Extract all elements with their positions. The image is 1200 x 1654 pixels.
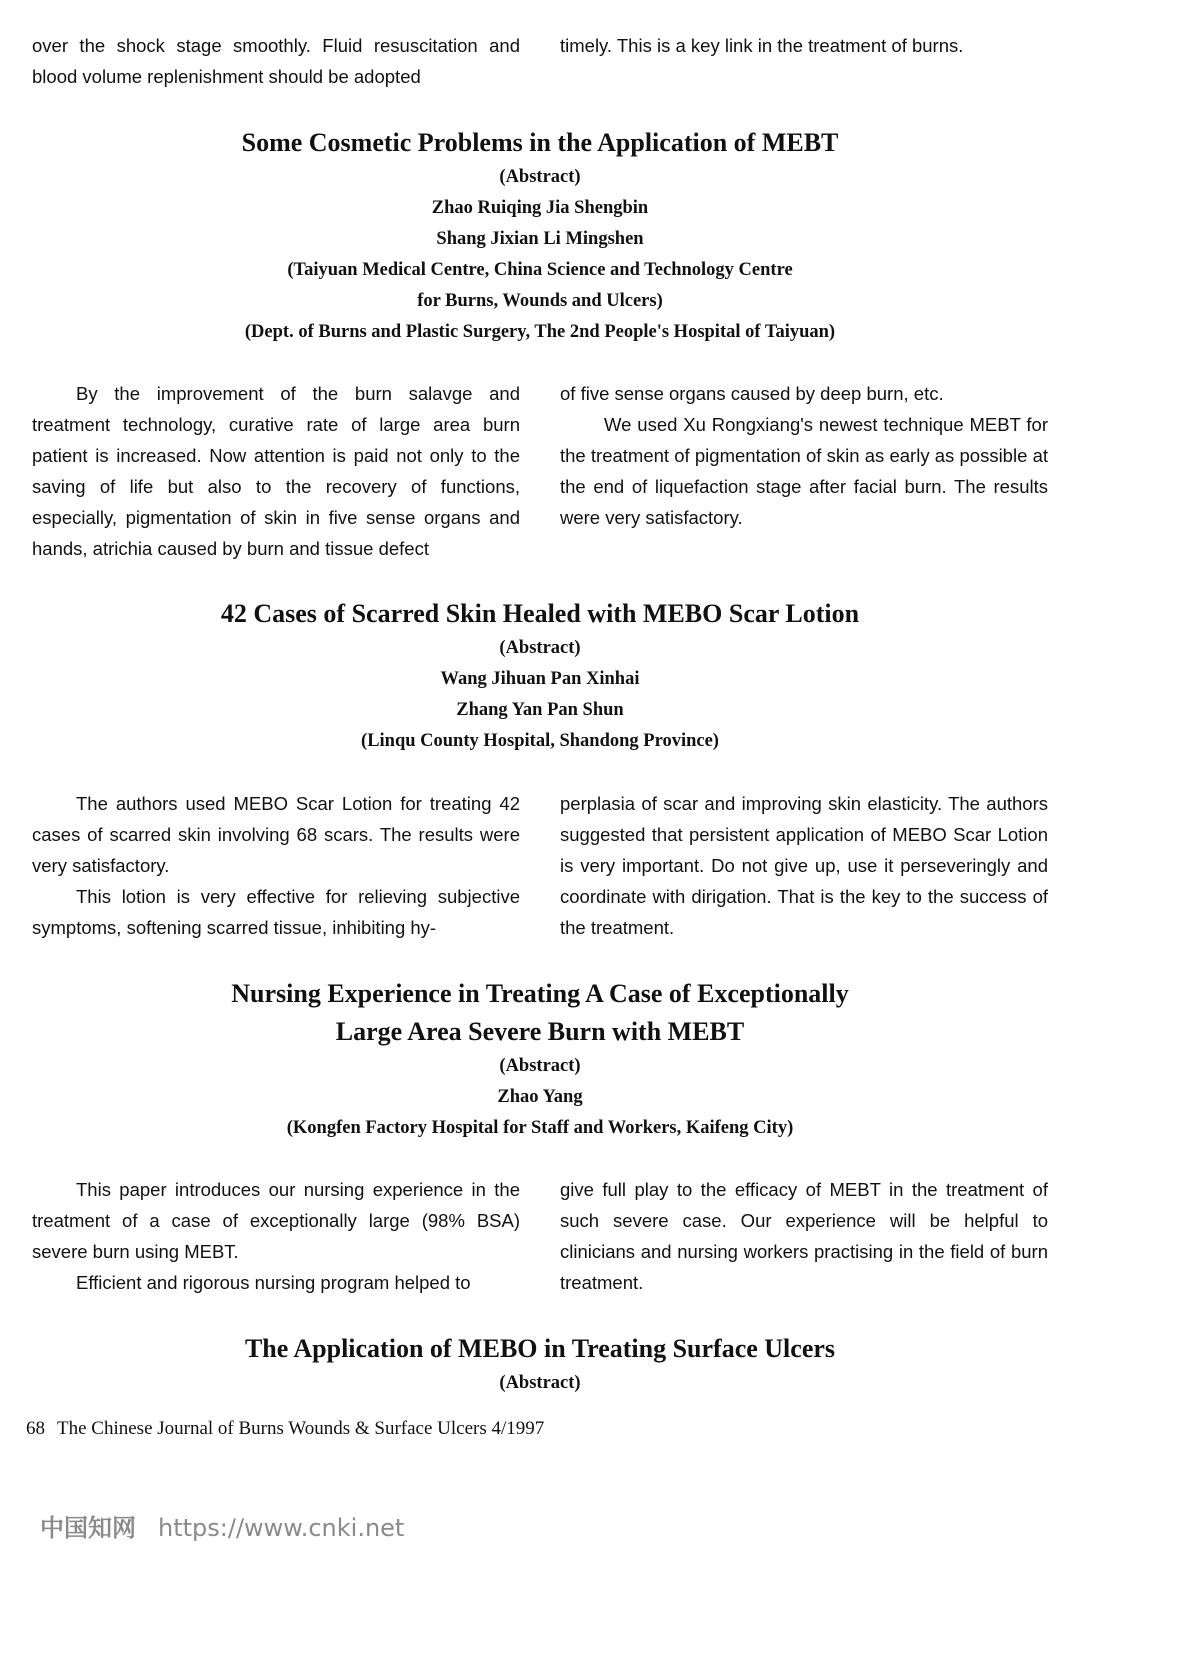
article-body bbox=[32, 1174, 1048, 1298]
affiliation: (Dept. of Burns and Plastic Surgery, The 2nd People's Hospital of Taiyuan) bbox=[244, 322, 836, 342]
paragraph: Efficient and rigorous nursing program helped to bbox=[76, 1272, 471, 1293]
left-column bbox=[32, 378, 520, 564]
abstract-label: (Abstract) bbox=[499, 1373, 581, 1393]
paragraph: The authors used MEBO Scar Lotion for treating 42 cases of scarred skin involving 68 scars. The results were very satisfactory. bbox=[32, 793, 520, 876]
left-column bbox=[32, 788, 520, 943]
continued-text bbox=[32, 30, 1048, 92]
paragraph: We used Xu Rongxiang's newest technique MEBT for the treatment of pigmentation of skin as early as possible at the end of liquefaction stage after facial burn. The results were very satisfactory. bbox=[560, 414, 1048, 528]
watermark-url: https://www.cnki.net bbox=[158, 1514, 405, 1542]
article-header bbox=[0, 124, 1080, 348]
right-column bbox=[560, 788, 1048, 943]
abstract-label: (Abstract) bbox=[499, 167, 581, 187]
affiliation: (Taiyuan Medical Centre, China Science and Technology Centre bbox=[287, 260, 793, 280]
article-title: Some Cosmetic Problems in the Application of MEBT bbox=[241, 128, 839, 157]
article-header bbox=[0, 1330, 1080, 1399]
paragraph: This lotion is very effective for relieving subjective symptoms, softening scarred tissue, inhibiting hy- bbox=[32, 886, 520, 938]
journal-citation: The Chinese Journal of Burns Wounds & Surface Ulcers 4/1997 bbox=[57, 1418, 545, 1439]
affiliation: for Burns, Wounds and Ulcers) bbox=[417, 291, 663, 311]
article-body bbox=[32, 378, 1048, 564]
article-title: Nursing Experience in Treating A Case of Exceptionally bbox=[231, 979, 849, 1008]
page-footer bbox=[26, 1418, 544, 1440]
authors: Zhang Yan Pan Shun bbox=[456, 700, 624, 720]
article-header bbox=[0, 595, 1080, 757]
page-number: 68 bbox=[26, 1418, 45, 1439]
abstract-label: (Abstract) bbox=[499, 1056, 581, 1076]
watermark-logo-text: 中国知网 bbox=[40, 1514, 136, 1542]
article-title-line2: Large Area Severe Burn with MEBT bbox=[335, 1017, 745, 1046]
article-title: 42 Cases of Scarred Skin Healed with MEBO Scar Lotion bbox=[220, 599, 860, 628]
authors: Wang Jihuan Pan Xinhai bbox=[440, 669, 640, 689]
paragraph: By the improvement of the burn salavge and treatment technology, curative rate of large area burn patient is increased. Now attention is paid not only to the saving of life but also to the recovery of functions, especially, pigmentation of skin in five sense organs and hands, atrichia caused by burn and tissue defect bbox=[32, 383, 520, 559]
paragraph: timely. This is a key link in the treatment of burns. bbox=[560, 35, 964, 56]
abstract-label: (Abstract) bbox=[499, 638, 581, 658]
paragraph: over the shock stage smoothly. Fluid resuscitation and blood volume replenishment should be adopted bbox=[32, 35, 520, 87]
paragraph: This paper introduces our nursing experience in the treatment of a case of exceptionally large (98% BSA) severe burn using MEBT. bbox=[32, 1179, 520, 1262]
authors: Zhao Ruiqing Jia Shengbin bbox=[431, 198, 649, 218]
article-header bbox=[0, 975, 1080, 1144]
right-column bbox=[560, 30, 1048, 92]
watermark bbox=[40, 1508, 404, 1543]
authors: Zhao Yang bbox=[497, 1087, 583, 1107]
paragraph: of five sense organs caused by deep burn, etc. bbox=[560, 383, 944, 404]
paragraph: perplasia of scar and improving skin elasticity. The authors suggested that persistent application of MEBO Scar Lotion is very important. Do not give up, use it perseveringly and coordinate with dirigation. That is the key to the success of the treatment. bbox=[560, 793, 1048, 938]
affiliation: (Kongfen Factory Hospital for Staff and Workers, Kaifeng City) bbox=[286, 1118, 794, 1138]
right-column bbox=[560, 1174, 1048, 1298]
article-title: The Application of MEBO in Treating Surface Ulcers bbox=[244, 1334, 836, 1363]
right-column bbox=[560, 378, 1048, 564]
left-column bbox=[32, 1174, 520, 1298]
affiliation: (Linqu County Hospital, Shandong Province) bbox=[361, 731, 719, 751]
left-column bbox=[32, 30, 520, 92]
authors: Shang Jixian Li Mingshen bbox=[436, 229, 644, 249]
paragraph: give full play to the efficacy of MEBT in the treatment of such severe case. Our experience will be helpful to clinicians and nursing workers practising in the field of burn treatment. bbox=[560, 1179, 1048, 1293]
article-body bbox=[32, 788, 1048, 943]
